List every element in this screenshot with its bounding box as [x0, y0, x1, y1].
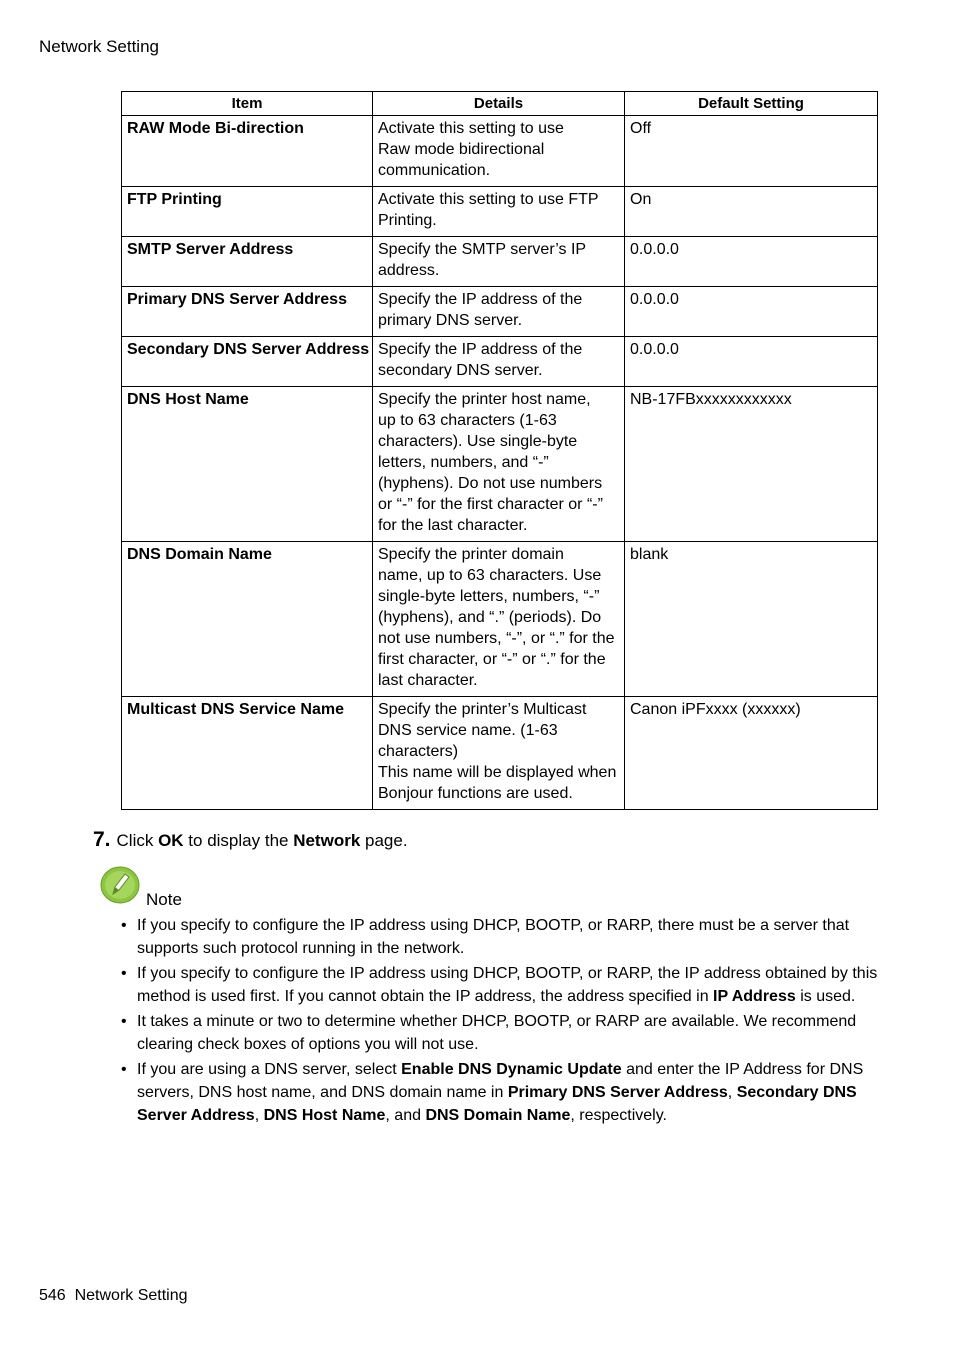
step-text-pre: Click — [116, 831, 159, 850]
column-header-default: Default Setting — [625, 92, 878, 116]
row-item: DNS Host Name — [122, 387, 373, 542]
row-default: 0.0.0.0 — [625, 287, 878, 337]
table-row — [122, 287, 878, 337]
note-bold: Enable DNS Dynamic Update — [401, 1061, 622, 1078]
list-item — [121, 1058, 881, 1127]
row-item: Primary DNS Server Address — [122, 287, 373, 337]
table-header-row — [122, 92, 878, 116]
column-header-item: Item — [122, 92, 373, 116]
row-details: Specify the SMTP server’s IP address. — [373, 237, 625, 287]
list-item — [121, 914, 881, 960]
list-item — [121, 1010, 881, 1056]
table-row — [122, 387, 878, 542]
note-bold: DNS Domain Name — [425, 1107, 571, 1124]
note-text: , — [254, 1107, 264, 1124]
table-row — [122, 697, 878, 810]
table-row — [122, 187, 878, 237]
row-item: FTP Printing — [122, 187, 373, 237]
row-item: SMTP Server Address — [122, 237, 373, 287]
page-footer — [39, 1287, 188, 1305]
note-bold: Secondary DNS Server Address — [137, 1084, 857, 1124]
note-text: If you specify to configure the IP address using DHCP, BOOTP, or RARP, there must be a server that supports such protocol running in the network. — [137, 917, 850, 957]
bullet: • — [121, 1013, 127, 1030]
row-item: Secondary DNS Server Address — [122, 337, 373, 387]
row-item: RAW Mode Bi-direction — [122, 116, 373, 187]
row-details: Specify the printer’s Multicast DNS service name. (1-63 characters) This name will be displayed when Bonjour functions are used. — [373, 697, 625, 810]
list-item — [121, 962, 881, 1008]
bullet: • — [121, 965, 127, 982]
table-row — [122, 237, 878, 287]
row-details: Specify the IP address of the secondary DNS server. — [373, 337, 625, 387]
note-text: and enter the IP Address for DNS servers, DNS host name, and DNS domain name in — [137, 1061, 864, 1101]
step-number: 7. — [93, 828, 111, 851]
row-details: Activate this setting to use FTP Printing. — [373, 187, 625, 237]
note-text: It takes a minute or two to determine whether DHCP, BOOTP, or RARP are available. We recommend clearing check boxes of options you will not use. — [137, 1013, 857, 1053]
table-row — [122, 337, 878, 387]
bullet: • — [121, 917, 127, 934]
running-header: Network Setting — [39, 37, 159, 56]
note-list — [121, 914, 881, 1129]
step-ok-label: OK — [158, 831, 184, 850]
settings-table — [121, 91, 878, 810]
row-item: DNS Domain Name — [122, 542, 373, 697]
step-instruction — [93, 828, 408, 852]
note-bold: IP Address — [713, 988, 796, 1005]
step-text-mid: to display the — [183, 831, 294, 850]
row-default: On — [625, 187, 878, 237]
row-default: Canon iPFxxxx (xxxxxx) — [625, 697, 878, 810]
note-pencil-icon — [100, 866, 140, 904]
note-text: , respectively. — [570, 1107, 667, 1124]
note-text: , — [727, 1084, 737, 1101]
note-text: is used. — [795, 988, 856, 1005]
note-label: Note — [146, 890, 182, 909]
row-details: Specify the printer domain name, up to 63 characters. Use single-byte letters, numbers, “-” (hyphens), and “.” (periods). Do not use numbers, “-”, or “.” for the first character, or “-” or “.” for the last character. — [373, 542, 625, 697]
step-text-post: page. — [360, 831, 408, 850]
column-header-details: Details — [373, 92, 625, 116]
note-bold: Primary DNS Server Address — [507, 1084, 728, 1101]
row-default: NB-17FBxxxxxxxxxxxx — [625, 387, 878, 542]
note-text: , and — [385, 1107, 426, 1124]
row-default: 0.0.0.0 — [625, 337, 878, 387]
bullet: • — [121, 1061, 127, 1078]
row-default: 0.0.0.0 — [625, 237, 878, 287]
table-row — [122, 542, 878, 697]
note-text: If you are using a DNS server, select — [137, 1061, 402, 1078]
step-page-name: Network — [293, 831, 361, 850]
row-default: Off — [625, 116, 878, 187]
row-item: Multicast DNS Service Name — [122, 697, 373, 810]
page-number: 546 — [39, 1287, 66, 1304]
table-row — [122, 116, 878, 187]
row-details: Specify the printer host name, up to 63 characters (1-63 characters). Use single-byte letters, numbers, and “-” (hyphens). Do not use numbers or “-” for the first character or “-” for the last character. — [373, 387, 625, 542]
footer-section: Network Setting — [74, 1287, 188, 1304]
row-details: Specify the IP address of the primary DNS server. — [373, 287, 625, 337]
note-bold: DNS Host Name — [263, 1107, 386, 1124]
row-details: Activate this setting to use Raw mode bidirectional communication. — [373, 116, 625, 187]
row-default: blank — [625, 542, 878, 697]
note-text: If you specify to configure the IP address using DHCP, BOOTP, or RARP, the IP address obtained by this method is used first. If you cannot obtain the IP address, the address specified in — [137, 965, 878, 1005]
